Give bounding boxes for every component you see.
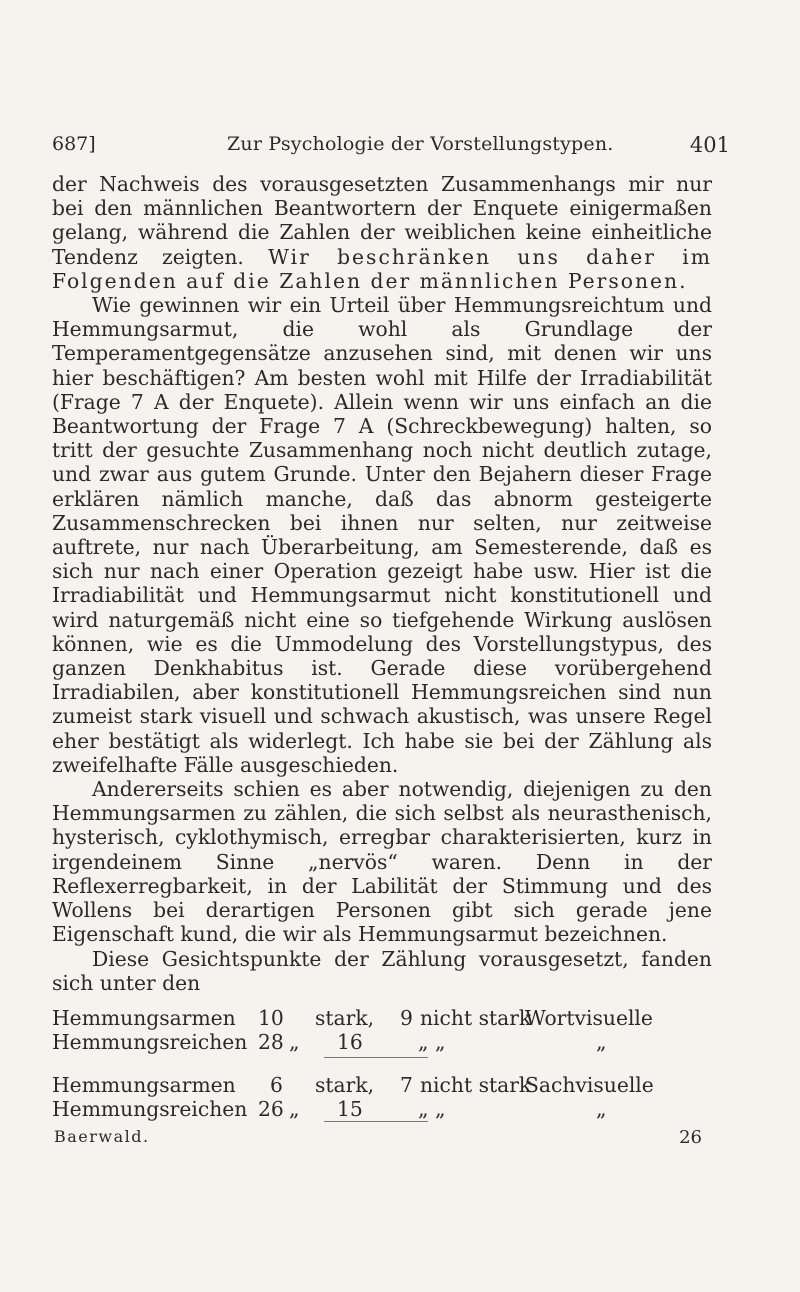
author-signature: Baerwald. (54, 1127, 150, 1146)
body-text (52, 172, 712, 995)
count-strong: 10 (258, 1006, 284, 1030)
count-strong: 26 (258, 1097, 284, 1121)
row-group: Hemmungsreichen (52, 1097, 248, 1121)
count-not-strong: 16 (337, 1030, 363, 1054)
row-group: Hemmungsarmen (52, 1006, 236, 1030)
label-not-strong: „ „ (418, 1097, 446, 1121)
label-strong: „ (289, 1030, 300, 1054)
count-not-strong: 15 (337, 1097, 363, 1121)
type-label: „ (596, 1030, 607, 1054)
sum-rule (324, 1057, 428, 1058)
running-header (52, 133, 752, 167)
count-table-objectvisual (52, 1073, 712, 1121)
paragraph-3: Andererseits schien es aber notwendig, diejenigen zu den Hemmungsarmen zu zählen, die sich selbst als neurasthenisch, hysterisch, cyklothymisch, erregbar charakterisierten, kurz in irgendeinem Sinne „nervös“ waren. Denn in der Reflexerregbarkeit, in der Labilität der Stimmung und des Wollens bei derartigen Personen gibt sich gerade jene Eigenschaft kund, die wir als Hemmungsarmut bezeichnen. (52, 777, 712, 947)
label-strong: stark, (315, 1073, 375, 1097)
paragraph-1-text: der Nachweis des vorausgesetzten Zusammenhangs mir nur bei den männlichen Beantwortern der Enquete einigermaßen gelang, während die Zahlen der weiblichen keine einheitliche Tendenz zeigten. (52, 172, 712, 269)
page (52, 0, 752, 1292)
count-not-strong: 9 (400, 1006, 413, 1030)
row-group: Hemmungsarmen (52, 1073, 236, 1097)
emphasized-sentence: Wir beschränken uns daher im Folgenden auf die Zahlen der männlichen Personen. (52, 244, 712, 293)
page-number: 401 (689, 133, 730, 157)
count-strong: 6 (270, 1073, 283, 1097)
running-title: Zur Psychologie der Vorstellungstypen. (227, 133, 614, 155)
row-group: Hemmungsreichen (52, 1030, 248, 1054)
count-not-strong: 7 (400, 1073, 413, 1097)
label-not-strong: „ „ (418, 1030, 446, 1054)
page-reference: 687] (52, 133, 96, 155)
label-strong: stark, (315, 1006, 375, 1030)
paragraph-1 (52, 172, 712, 293)
table-row (52, 1073, 712, 1097)
sum-rule (324, 1121, 428, 1122)
table-row (52, 1030, 712, 1054)
paragraph-2: Wie gewinnen wir ein Urteil über Hemmungsreichtum und Hemmungsarmut, die wohl als Grundlage der Temperamentgegensätze anzusehen sind, mit denen wir uns hier beschäftigen? Am besten wohl mit Hilfe der Irradiabilität (Frage 7 A der Enquete). Allein wenn wir uns einfach an die Beantwortung der Frage 7 A (Schreckbewegung) halten, so tritt der gesuchte Zusammenhang noch nicht deutlich zutage, und zwar aus gutem Grunde. Unter den Bejahern dieser Frage erklären nämlich manche, daß das abnorm gesteigerte Zusammenschrecken bei ihnen nur selten, nur zeitweise auftrete, nur nach Überarbeitung, am Semesterende, daß es sich nur nach einer Operation gezeigt habe usw. Hier ist die Irradiabilität und Hemmungsarmut nicht konstitutionell und wird naturgemäß nicht eine so tiefgehende Wirkung auslösen können, wie es die Ummodelung des Vorstellungstypus, des ganzen Denkhabitus ist. Gerade diese vorübergehend Irradiabilen, aber konstitutionell Hemmungsreichen sind nun zumeist stark visuell und schwach akustisch, was unsere Regel eher bestätigt als widerlegt. Ich habe sie bei der Zählung als zweifelhafte Fälle ausgeschieden. (52, 293, 712, 777)
type-label: „ (596, 1097, 607, 1121)
label-not-strong: nicht stark (420, 1006, 532, 1030)
table-row (52, 1097, 712, 1121)
label-not-strong: nicht stark (420, 1073, 532, 1097)
sheet-signature: 26 (679, 1127, 702, 1148)
label-strong: „ (289, 1097, 300, 1121)
count-strong: 28 (258, 1030, 284, 1054)
count-table-wordvisual (52, 1006, 712, 1054)
type-label: Wortvisuelle (525, 1006, 653, 1030)
table-row (52, 1006, 712, 1030)
type-label: Sachvisuelle (525, 1073, 654, 1097)
paragraph-4: Diese Gesichtspunkte der Zählung vorausgesetzt, fanden sich unter den (52, 946, 712, 995)
